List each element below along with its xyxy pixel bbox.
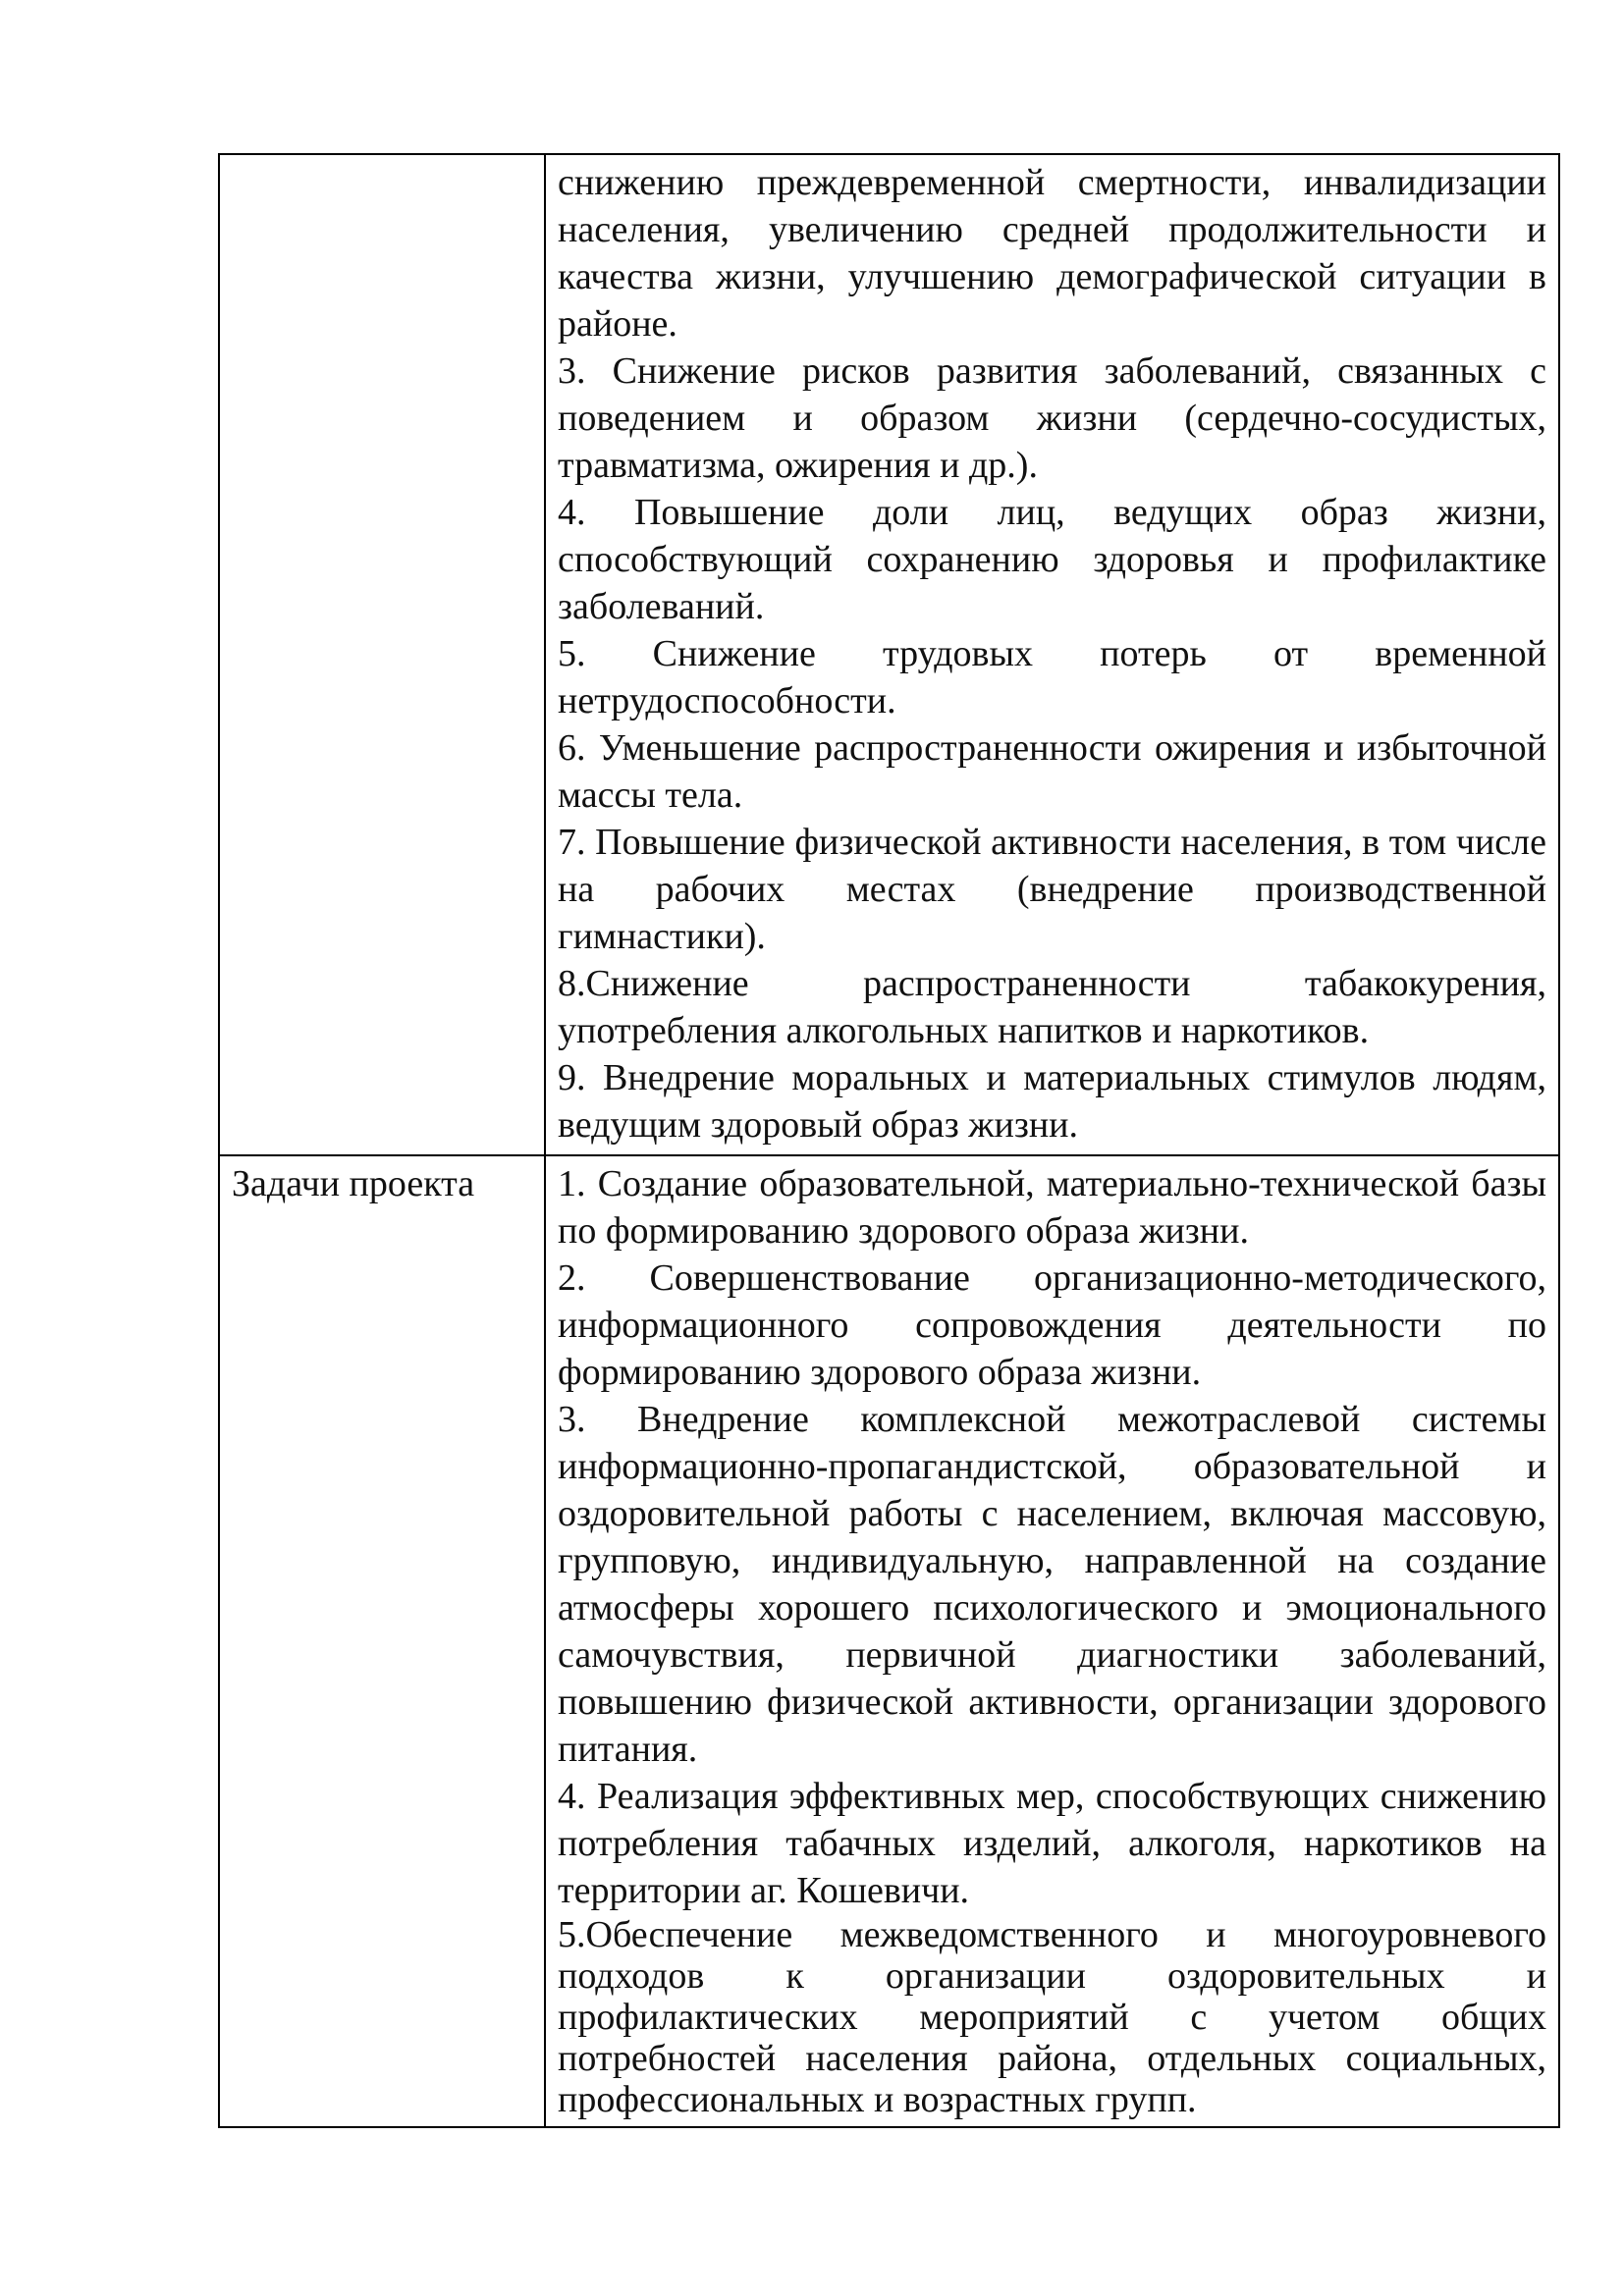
- content-paragraph: 4. Реализация эффективных мер, способствующих снижению потребления табачных изделий, алкоголя, наркотиков на территории аг. Кошевичи.: [558, 1776, 1546, 1911]
- content-paragraph: 4. Повышение доли лиц, ведущих образ жизни, способствующий сохранению здоровья и профилактике заболеваний.: [558, 492, 1546, 627]
- content-paragraph: 5. Снижение трудовых потерь от временной нетрудоспособности.: [558, 633, 1546, 721]
- content-paragraph: 7. Повышение физической активности населения, в том числе на рабочих местах (внедрение производственной гимнастики).: [558, 822, 1546, 957]
- row-label: Задачи проекта: [219, 1155, 545, 2127]
- table-row: [219, 1155, 1559, 2127]
- content-paragraph: 9. Внедрение моральных и материальных стимулов людям, ведущим здоровый образ жизни.: [558, 1057, 1546, 1146]
- content-paragraph: 8.Снижение распространенности табакокурения, употребления алкогольных напитков и наркотиков.: [558, 963, 1546, 1051]
- content-paragraph: 3. Снижение рисков развития заболеваний, связанных с поведением и образом жизни (сердечно-сосудистых, травматизма, ожирения и др.).: [558, 350, 1546, 486]
- content-paragraph: 2. Совершенствование организационно-методического, информационного сопровождения деятельности по формированию здорового образа жизни.: [558, 1257, 1546, 1393]
- content-paragraph: 5.Обеспечение межведомственного и многоуровневого подходов к организации оздоровительных и профилактических мероприятий с учетом общих потребностей населения района, отдельных социальных, профессиональных и возрастных групп.: [558, 1914, 1546, 2120]
- content-paragraph: 6. Уменьшение распространенности ожирения и избыточной массы тела.: [558, 727, 1546, 816]
- row-label: [219, 154, 545, 1155]
- row-content: [545, 1155, 1559, 2127]
- content-paragraph: 3. Внедрение комплексной межотраслевой системы информационно-пропагандистской, образовательной и оздоровительной работы с населением, включая массовую, групповую, индивидуальную, направленной на создание атмосферы хорошего психологического и эмоционального самочувствия, первичной диагностики заболеваний, повышению физической активности, организации здорового питания.: [558, 1399, 1546, 1770]
- document-table: [218, 153, 1560, 2128]
- content-paragraph: снижению преждевременной смертности, инвалидизации населения, увеличению средней продолжительности и качества жизни, улучшению демографической ситуации в районе.: [558, 162, 1546, 345]
- row-content: [545, 154, 1559, 1155]
- content-paragraph: 1. Создание образовательной, материально-технической базы по формированию здорового образа жизни.: [558, 1163, 1546, 1252]
- table-row: [219, 154, 1559, 1155]
